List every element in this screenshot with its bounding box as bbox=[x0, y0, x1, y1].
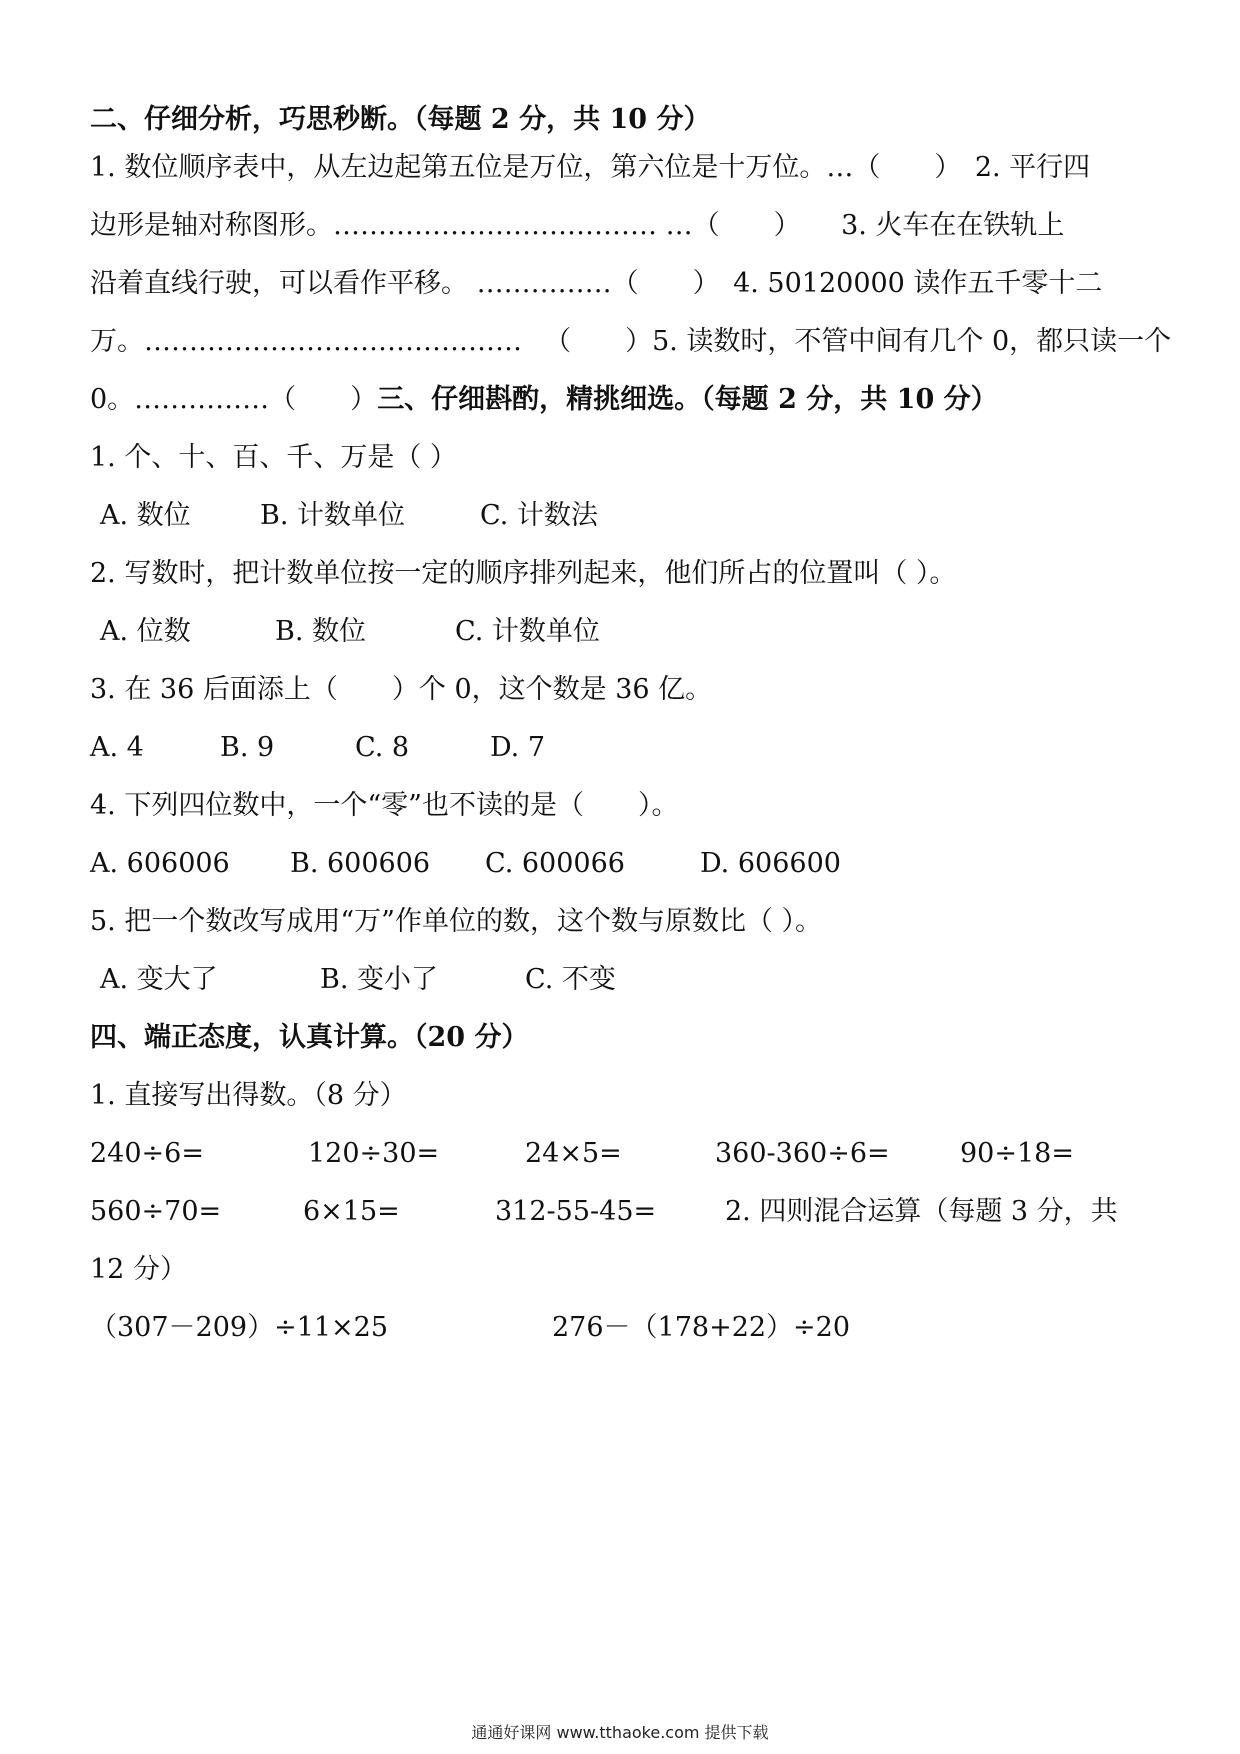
section2-line-1: 1. 数位顺序表中，从左边起第五位是万位，第六位是十万位。…（ ） 2. 平行四 bbox=[90, 152, 1091, 183]
section3-title: 三、仔细斟酌，精挑细选。（每题 2 分，共 10 分） bbox=[377, 384, 998, 415]
section2-line-3: 沿着直线行驶，可以看作平移。 ……………（ ） 4. 50120000 读作五千零十二 bbox=[90, 268, 1103, 299]
s4-question-1: 1. 直接写出得数。（8 分） bbox=[90, 1080, 407, 1111]
s3-question-5: 5. 把一个数改写成用“万”作单位的数，这个数与原数比（ ）。 bbox=[90, 906, 823, 937]
s3-question-2: 2. 写数时，把计数单位按一定的顺序排列起来，他们所占的位置叫（ ）。 bbox=[90, 558, 957, 589]
section2-line-5 bbox=[90, 380, 1170, 420]
calc-item: 24×5= bbox=[525, 1138, 622, 1169]
calc-item: 560÷70= bbox=[90, 1196, 222, 1227]
section2-line-2: 边形是轴对称图形。……………………………… …（ ） 3. 火车在在铁轨上 bbox=[90, 210, 1065, 241]
s3-q2-option-c: C. 计数单位 bbox=[455, 616, 600, 647]
section4-title: 四、端正态度，认真计算。（20 分） bbox=[90, 1022, 529, 1053]
s3-q3-option-c: C. 8 bbox=[355, 732, 410, 763]
s3-q1-option-b: B. 计数单位 bbox=[260, 500, 406, 531]
s3-question-1: 1. 个、十、百、千、万是（ ） bbox=[90, 442, 457, 473]
mixed-item: 276－（178+22）÷20 bbox=[552, 1312, 851, 1343]
s3-q3-option-b: B. 9 bbox=[220, 732, 275, 763]
section2-line-4: 万。…………………………………… （ ）5. 读数时，不管中间有几个 0，都只读一个 bbox=[90, 326, 1172, 357]
section2-line-5-text: 0。……………（ ） bbox=[90, 384, 378, 415]
s3-q5-option-c: C. 不变 bbox=[525, 964, 616, 995]
s3-q4-option-b: B. 600606 bbox=[290, 848, 431, 879]
mixed-item: （307－209）÷11×25 bbox=[90, 1312, 389, 1343]
s4-question-2-cont: 12 分） bbox=[90, 1254, 187, 1285]
calc-item: 240÷6= bbox=[90, 1138, 204, 1169]
s3-q4-option-d: D. 606600 bbox=[700, 848, 841, 879]
calc-item: 120÷30= bbox=[308, 1138, 440, 1169]
s3-q1-option-c: C. 计数法 bbox=[480, 500, 598, 531]
s3-q2-option-b: B. 数位 bbox=[275, 616, 367, 647]
s3-q3-option-a: A. 4 bbox=[90, 732, 144, 763]
s3-q2-option-a: A. 位数 bbox=[100, 616, 191, 647]
s3-q4-option-a: A. 606006 bbox=[90, 848, 230, 879]
section2-title: 二、仔细分析，巧思秒断。（每题 2 分，共 10 分） bbox=[90, 104, 711, 135]
footer-credit: 通通好课网 www.tthaoke.com 提供下载 bbox=[471, 1723, 769, 1742]
s4-question-2: 2. 四则混合运算（每题 3 分，共 bbox=[725, 1196, 1118, 1227]
s3-question-3: 3. 在 36 后面添上（ ）个 0，这个数是 36 亿。 bbox=[90, 674, 713, 705]
s3-q5-option-a: A. 变大了 bbox=[100, 964, 218, 995]
calc-item: 6×15= bbox=[303, 1196, 400, 1227]
s3-question-4: 4. 下列四位数中，一个“零”也不读的是（ ）。 bbox=[90, 790, 679, 821]
s3-q1-option-a: A. 数位 bbox=[100, 500, 191, 531]
calc-item: 360-360÷6= bbox=[715, 1138, 890, 1169]
calc-item: 312-55-45= bbox=[495, 1196, 657, 1227]
calc-item: 90÷18= bbox=[960, 1138, 1074, 1169]
s3-q4-option-c: C. 600066 bbox=[485, 848, 625, 879]
s3-q3-option-d: D. 7 bbox=[490, 732, 546, 763]
s3-q5-option-b: B. 变小了 bbox=[320, 964, 439, 995]
